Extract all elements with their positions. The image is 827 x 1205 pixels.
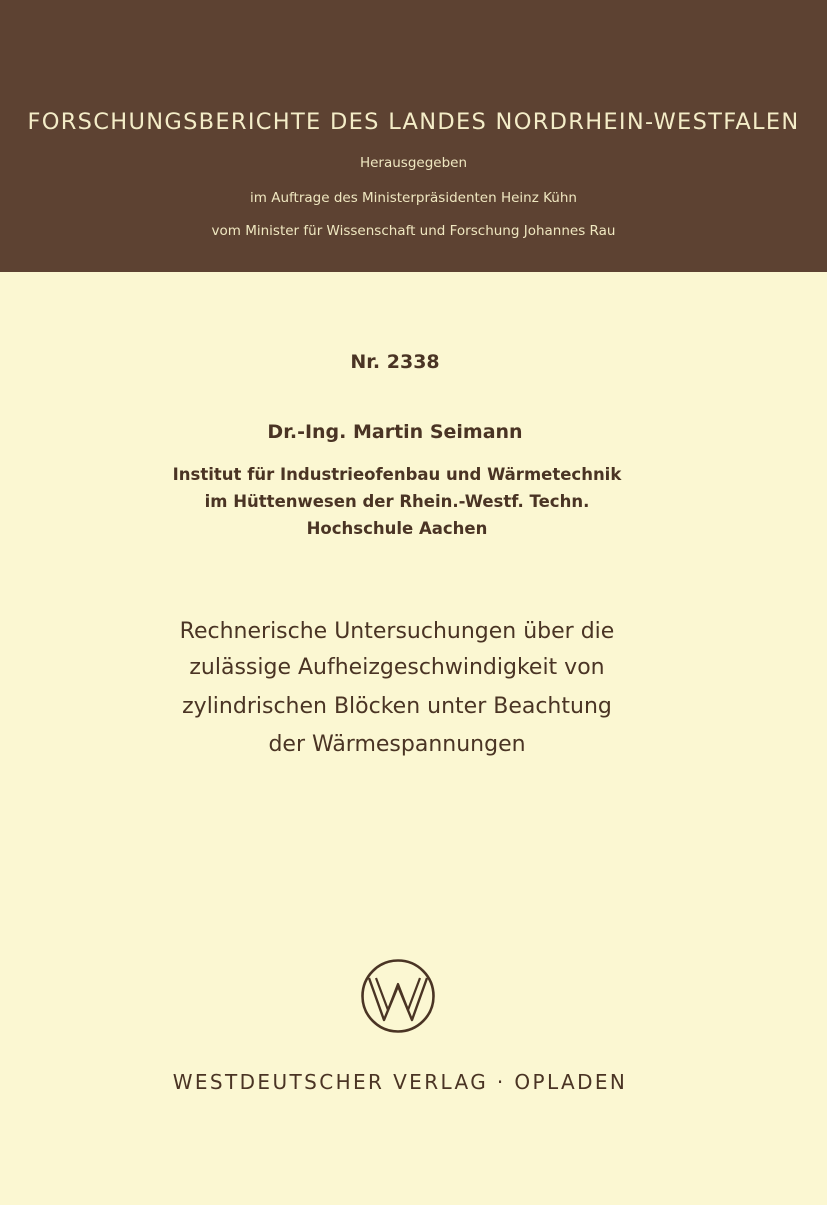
editor-line-3: vom Minister für Wissenschaft und Forschung Johannes Rau bbox=[211, 223, 616, 239]
book-title-line-1: Rechnerische Untersuchungen über die bbox=[179, 619, 615, 644]
editor-line-2: im Auftrage des Ministerpräsidenten Heinz Kühn bbox=[250, 190, 577, 206]
book-title-line-2: zulässige Aufheizgeschwindigkeit von bbox=[189, 655, 605, 680]
book-title-line-3: zylindrischen Blöcken unter Beachtung bbox=[182, 694, 612, 719]
report-number: Nr. 2338 bbox=[350, 351, 440, 373]
book-title-line-4: der Wärmespannungen bbox=[268, 732, 526, 757]
series-title: FORSCHUNGSBERICHTE DES LANDES NORDRHEIN-WESTFALEN bbox=[27, 109, 800, 135]
series-header-band bbox=[0, 0, 827, 272]
publisher-name: WESTDEUTSCHER VERLAG · OPLADEN bbox=[172, 1070, 628, 1094]
author-name: Dr.-Ing. Martin Seimann bbox=[267, 421, 523, 443]
editor-line-1: Herausgegeben bbox=[359, 155, 468, 171]
institute-line-2: im Hüttenwesen der Rhein.-Westf. Techn. bbox=[204, 492, 590, 511]
wv-circle-logo-icon bbox=[360, 958, 436, 1034]
institute-line-3: Hochschule Aachen bbox=[306, 519, 488, 538]
institute-line-1: Institut für Industrieofenbau und Wärmetechnik bbox=[172, 465, 622, 484]
